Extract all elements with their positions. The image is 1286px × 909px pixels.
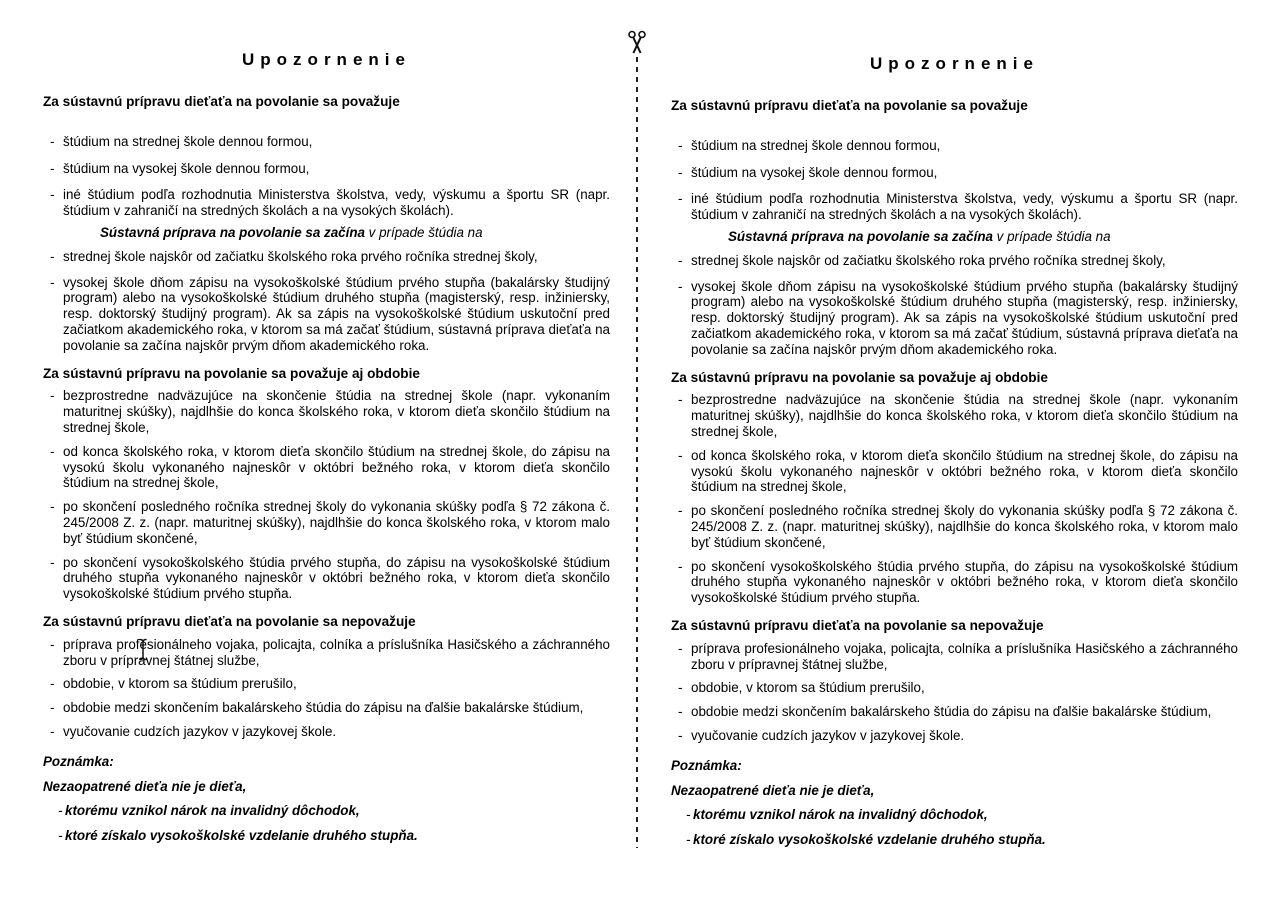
list-item: - obdobie medzi skončením bakalárskeho štúdia do zápisu na ďalšie bakalárske štúdium, (43, 700, 610, 716)
note-intro: Nezaopatrené dieťa nie je dieťa, (43, 778, 247, 794)
heading-period: Za sústavnú prípravu na povolanie sa považuje aj obdobie (43, 365, 420, 381)
list-item: - strednej škole najskôr od začiatku školského roka prvého ročníka strednej školy, (671, 253, 1238, 269)
list-item: - vysokej škole dňom zápisu na vysokoškolské štúdium prvého stupňa (bakalársky študijný program) alebo na vysokoškolské štúdium druhého stupňa (magisterský, resp. inžiniersky, resp. doktorský študijný program). Ak sa zápis na vysokoškolské štúdium uskutoční pred začiatkom akademického roka, v ktorom sa má začať štúdium, sústavná príprava dieťaťa na povolanie sa začína najskôr prvým dňom akademického roka. (43, 275, 610, 354)
list-item: - od konca školského roka, v ktorom dieťa skončilo štúdium na strednej škole, do zápisu na vysokú školu vykonaného najneskôr v októbri bežného roka, v ktorom dieťa skončilo štúdium na strednej škole, (43, 444, 610, 491)
list-item: - príprava profesionálneho vojaka, policajta, colníka a príslušníka Hasičského a záchranného zboru v prípravnej štátnej službe, (43, 637, 610, 669)
begins-list (43, 249, 610, 354)
heading-not-considered: Za sústavnú prípravu dieťaťa na povolanie sa nepovažuje (671, 617, 1044, 633)
period-list (671, 392, 1238, 606)
list-item: - obdobie medzi skončením bakalárskeho štúdia do zápisu na ďalšie bakalárske štúdium, (671, 704, 1238, 720)
list-item: - od konca školského roka, v ktorom dieťa skončilo štúdium na strednej škole, do zápisu na vysokú školu vykonaného najneskôr v októbri bežného roka, v ktorom dieťa skončilo štúdium na strednej škole, (671, 448, 1238, 495)
list-item: - po skončení posledného ročníka strednej školy do vykonania skúšky podľa § 72 zákona č. 245/2008 Z. z. (napr. maturitnej skúšky), najdlhšie do konca školského roka, v ktorom malo byť štúdium skončené, (671, 503, 1238, 550)
list-item: - ktoré získalo vysokoškolské vzdelanie druhého stupňa. (43, 828, 610, 844)
list-item: - ktoré získalo vysokoškolské vzdelanie druhého stupňa. (671, 832, 1238, 848)
list-item: - obdobie, v ktorom sa štúdium prerušilo, (43, 676, 610, 692)
begins-list (671, 253, 1238, 358)
text-cursor-icon (138, 638, 148, 661)
heading-period: Za sústavnú prípravu na povolanie sa považuje aj obdobie (671, 369, 1048, 385)
note-label: Poznámka: (671, 757, 742, 773)
note-list (43, 803, 610, 844)
subheading-bold-text: Sústavná príprava na povolanie sa začína (728, 228, 993, 244)
list-item: - ktorému vznikol nárok na invalidný dôchodok, (671, 807, 1238, 823)
list-item: - vysokej škole dňom zápisu na vysokoškolské štúdium prvého stupňa (bakalársky študijný program) alebo na vysokoškolské štúdium druhého stupňa (magisterský, resp. inžiniersky, resp. doktorský študijný program). Ak sa zápis na vysokoškolské štúdium uskutoční pred začiatkom akademického roka, v ktorom sa má začať štúdium, sústavná príprava dieťaťa na povolanie sa začína najskôr prvým dňom akademického roka. (671, 279, 1238, 358)
list-item: - bezprostredne nadväzujúce na skončenie štúdia na strednej škole (napr. vykonaním maturitnej skúšky), najdlhšie do konca školského roka, v ktorom dieťa skončilo štúdium na strednej škole, (43, 388, 610, 435)
considered-list (43, 134, 610, 219)
not-considered-list (671, 641, 1238, 744)
list-item: - štúdium na vysokej škole dennou formou, (671, 165, 1238, 181)
heading-considered: Za sústavnú prípravu dieťaťa na povolanie sa považuje (671, 98, 1028, 113)
heading-not-considered: Za sústavnú prípravu dieťaťa na povolanie sa nepovažuje (43, 613, 416, 629)
list-item: - vyučovanie cudzích jazykov v jazykovej škole. (43, 724, 610, 740)
heading-considered: Za sústavnú prípravu dieťaťa na povolanie sa považuje (43, 94, 400, 109)
subheading-italic-text: v prípade štúdia na (992, 228, 1111, 244)
list-item: - štúdium na vysokej škole dennou formou, (43, 161, 610, 177)
list-item: - iné štúdium podľa rozhodnutia Ministerstva školstva, vedy, výskumu a športu SR (napr. štúdium v zahraničí na stredných školách a na vysokých školách). (671, 191, 1238, 223)
not-considered-list (43, 637, 610, 740)
list-item: - vyučovanie cudzích jazykov v jazykovej škole. (671, 728, 1238, 744)
page-title: Upozornenie (870, 54, 1039, 73)
subheading-begins (728, 229, 1238, 245)
list-item: - ktorému vznikol nárok na invalidný dôchodok, (43, 803, 610, 819)
list-item: - príprava profesionálneho vojaka, policajta, colníka a príslušníka Hasičského a záchranného zboru v prípravnej štátnej službe, (671, 641, 1238, 673)
cut-dashed-line (636, 57, 638, 848)
subheading-italic-text: v prípade štúdia na (364, 224, 483, 240)
note-list (671, 807, 1238, 848)
page-title: Upozornenie (242, 50, 411, 69)
considered-list (671, 138, 1238, 223)
notice-column (43, 50, 610, 844)
list-item: - štúdium na strednej škole dennou formou, (671, 138, 1238, 154)
subheading-bold-text: Sústavná príprava na povolanie sa začína (100, 224, 365, 240)
list-item: - štúdium na strednej škole dennou formou, (43, 134, 610, 150)
note-label: Poznámka: (43, 753, 114, 769)
list-item: - po skončení vysokoškolského štúdia prvého stupňa, do zápisu na vysokoškolské štúdium druhého stupňa vykonaného najneskôr v októbri bežného roka, v ktorom dieťa skončilo vysokoškolské štúdium prvého stupňa. (43, 555, 610, 602)
left-column (43, 50, 610, 844)
note-intro: Nezaopatrené dieťa nie je dieťa, (671, 782, 875, 798)
list-item: - obdobie, v ktorom sa štúdium prerušilo, (671, 680, 1238, 696)
list-item: - strednej škole najskôr od začiatku školského roka prvého ročníka strednej školy, (43, 249, 610, 265)
list-item: - bezprostredne nadväzujúce na skončenie štúdia na strednej škole (napr. vykonaním maturitnej skúšky), najdlhšie do konca školského roka, v ktorom dieťa skončilo štúdium na strednej škole, (671, 392, 1238, 439)
list-item: - po skončení vysokoškolského štúdia prvého stupňa, do zápisu na vysokoškolské štúdium druhého stupňa vykonaného najneskôr v októbri bežného roka, v ktorom dieťa skončilo vysokoškolské štúdium prvého stupňa. (671, 559, 1238, 606)
list-item: - iné štúdium podľa rozhodnutia Ministerstva školstva, vedy, výskumu a športu SR (napr. štúdium v zahraničí na stredných školách a na vysokých školách). (43, 187, 610, 219)
subheading-begins (100, 225, 610, 241)
scissors-icon (626, 30, 648, 56)
list-item: - po skončení posledného ročníka strednej školy do vykonania skúšky podľa § 72 zákona č. 245/2008 Z. z. (napr. maturitnej skúšky), najdlhšie do konca školského roka, v ktorom malo byť štúdium skončené, (43, 499, 610, 546)
right-column (671, 54, 1238, 848)
period-list (43, 388, 610, 602)
notice-column (671, 54, 1238, 848)
